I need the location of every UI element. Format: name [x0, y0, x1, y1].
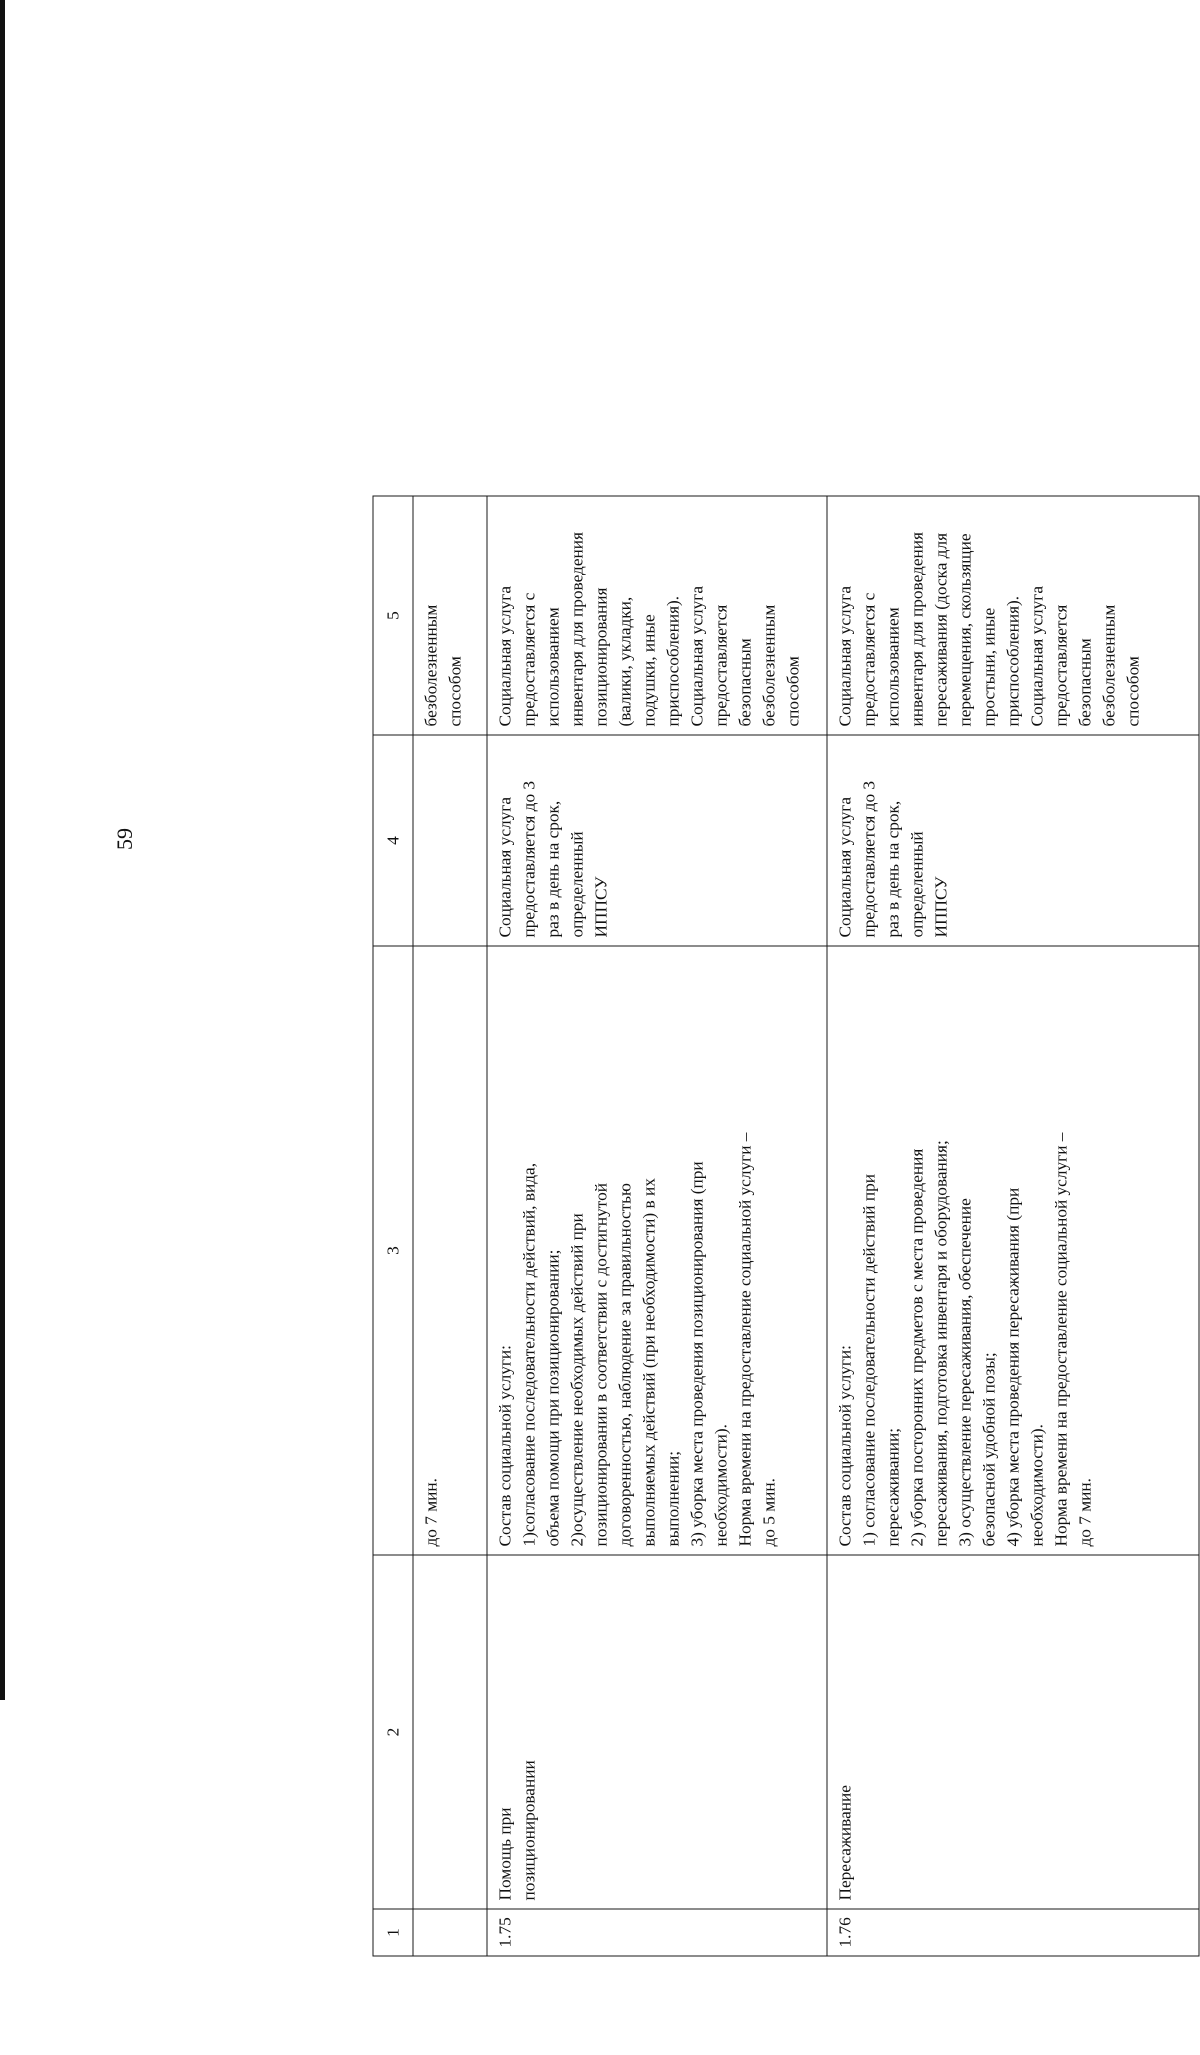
rotated-sheet	[371, 400, 1200, 2055]
header-cell-4: 4	[373, 735, 413, 946]
continuation-num-cell	[413, 1909, 487, 1956]
continuation-content-cell: до 7 мин.	[413, 946, 487, 1555]
continuation-row	[413, 496, 487, 1956]
service-frequency: Социальная услуга предоставляется до 3 раз в день на срок, определенный ИППСУ	[827, 735, 1199, 946]
services-table	[373, 496, 1200, 1957]
header-cell-1: 1	[373, 1909, 413, 1956]
header-cell-5: 5	[373, 496, 413, 735]
header-cell-2: 2	[373, 1555, 413, 1909]
service-frequency: Социальная услуга предоставляется до 3 раз в день на срок, определенный ИППСУ	[487, 735, 827, 946]
table-row	[487, 496, 827, 1956]
service-content: Состав социальной услуги: 1) согласование последовательности действий при пересаживании; 2) уборка посторонних предметов с места проведения пересаживания, подготовка инвентаря и оборудования; 3) осуществление пересаживания, обеспечение безопасной удобной позы; 4) уборка места проведения пересаживания (при необходимости). Норма времени на предоставление социальной услуги – до 7 мин.	[827, 946, 1199, 1555]
table-row	[827, 496, 1199, 1956]
row-number: 1.75	[487, 1909, 827, 1956]
continuation-service-cell	[413, 1555, 487, 1909]
page-number: 59	[112, 809, 138, 869]
service-name: Пересаживание	[827, 1555, 1199, 1909]
header-cell-3: 3	[373, 946, 413, 1555]
scan-edge-rule	[0, 0, 5, 1700]
service-name: Помощь при позиционировании	[487, 1555, 827, 1909]
continuation-frequency-cell	[413, 735, 487, 946]
continuation-conditions-cell: безболезненным способом	[413, 496, 487, 735]
service-conditions: Социальная услуга предоставляется с использованием инвентаря для проведения позиционирования (валики, укладки, подушки, иные приспособления). Социальная услуга предоставляется безопасным безболезненным способом	[487, 496, 827, 735]
service-content: Состав социальной услуги: 1)согласование последовательности действий, вида, объема помощи при позиционировании; 2)осуществление необходимых действий при позиционировании в соответствии с достигнутой договоренностью, наблюдение за правильностью выполняемых действий (при необходимости) в их выполнении; 3) уборка места проведения позиционирования (при необходимости). Норма времени на предоставление социальной услуги – до 5 мин.	[487, 946, 827, 1555]
service-conditions: Социальная услуга предоставляется с использованием инвентаря для проведения пересаживания (доска для перемещения, скользящие простыни, иные приспособления). Социальная услуга предоставляется безопасным безболезненным способом	[827, 496, 1199, 735]
header-row	[373, 496, 413, 1956]
row-number: 1.76	[827, 1909, 1199, 1956]
